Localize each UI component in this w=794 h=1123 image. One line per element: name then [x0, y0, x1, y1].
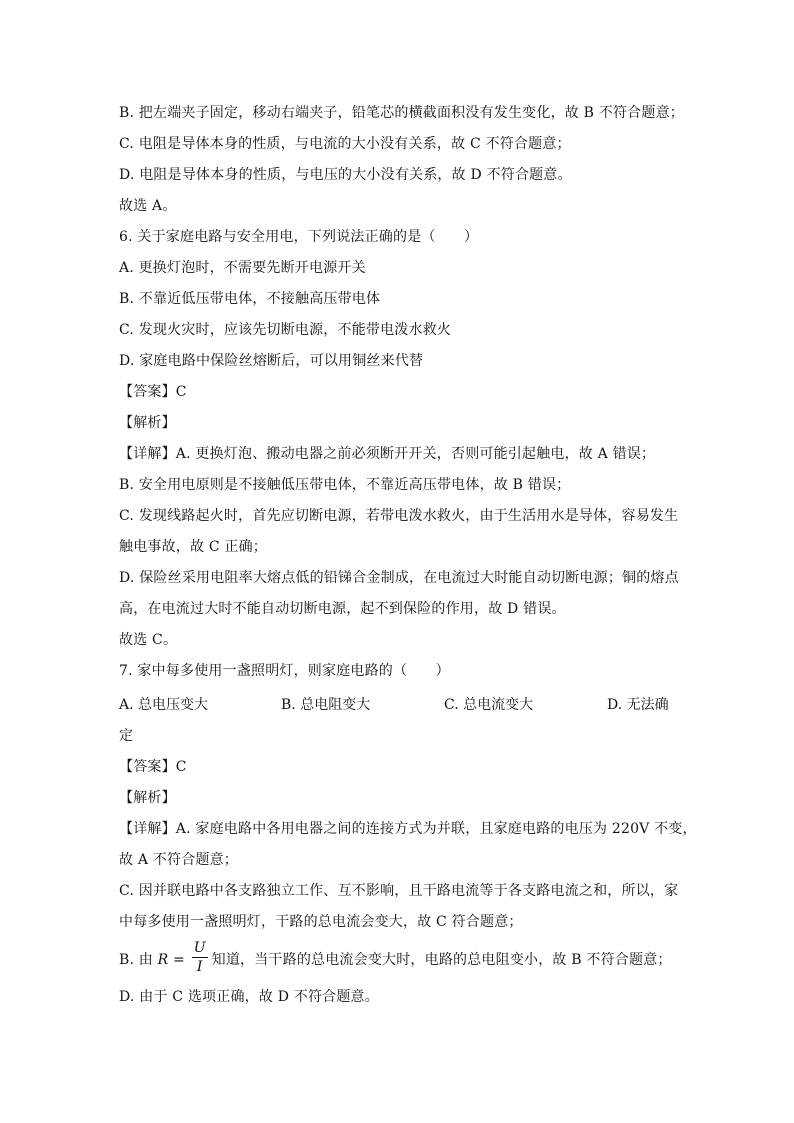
text-line: B. 安全用电原则是不接触低压带电体，不靠近高压带电体，故 B 错误； [119, 477, 571, 493]
text-line: C. 发现线路起火时，首先应切断电源，若带电泼水救火，由于生活用水是导体，容易发生 [119, 508, 679, 524]
answer-label: 【答案】C [119, 759, 187, 775]
question-6-option-c: C. 发现火灾时，应该先切断电源，不能带电泼水救火 [119, 322, 452, 338]
fraction-u-over-i [192, 940, 208, 975]
text-line: 高，在电流过大时不能自动切断电源，起不到保险的作用，故 D 错误。 [119, 601, 566, 617]
answer-label: 【答案】C [119, 384, 187, 400]
question-7-option-b: B. 总电阻变大 [281, 697, 371, 713]
text-line: B. 把左端夹子固定，移动右端夹子，铅笔芯的横截面积没有发生变化，故 B 不符合题意； [119, 105, 684, 121]
analysis-label: 【解析】 [119, 790, 176, 806]
text-line: C. 电阻是导体本身的性质，与电流的大小没有关系，故 C 不符合题意； [119, 136, 571, 152]
question-6-option-b: B. 不靠近低压带电体，不接触高压带电体 [119, 291, 381, 307]
text-line: 中每多使用一盏照明灯，干路的总电流会变大，故 C 符合题意； [119, 914, 523, 930]
text-line: D. 保险丝采用电阻率大熔点低的铅锑合金制成，在电流过大时能自动切断电源；铜的熔点 [119, 570, 679, 586]
question-7-stem: 7. 家中每多使用一盏照明灯，则家庭电路的（ ） [119, 663, 450, 679]
formula-lhs: R = [157, 952, 190, 968]
question-7-option-d: D. 无法确 [607, 697, 669, 713]
text-line: 【详解】A. 更换灯泡、搬动电器之前必须断开开关，否则可能引起触电，故 A 错误； [119, 446, 656, 462]
text-line: D. 由于 C 选项正确，故 D 不符合题意。 [119, 989, 379, 1005]
text-line: C. 因并联电路中各支路独立工作、互不影响，且干路电流等于各支路电流之和，所以，家 [119, 883, 679, 899]
text-line: 定 [119, 728, 134, 744]
text-line: D. 电阻是导体本身的性质，与电压的大小没有关系，故 D 不符合题意。 [119, 167, 572, 183]
formula-suffix: 知道，当干路的总电流会变大时，电路的总电阻变小，故 B 不符合题意； [211, 952, 672, 968]
fraction-bar [192, 957, 208, 958]
question-6-option-d: D. 家庭电路中保险丝熔断后，可以用铜丝来代替 [119, 353, 424, 369]
question-7-option-a: A. 总电压变大 [119, 697, 209, 713]
analysis-label: 【解析】 [119, 415, 176, 431]
text-line: 故选 C。 [119, 632, 178, 648]
question-7-option-c: C. 总电流变大 [444, 697, 534, 713]
fraction-denominator: I [196, 959, 203, 975]
fraction-numerator: U [193, 940, 206, 956]
formula-prefix: B. 由 [119, 952, 158, 968]
text-line: 触电事故，故 C 正确； [119, 539, 268, 555]
text-line: 故选 A。 [119, 198, 177, 214]
text-line: 故 A 不符合题意； [119, 852, 239, 868]
question-6-stem: 6. 关于家庭电路与安全用电，下列说法正确的是（ ） [119, 229, 479, 245]
question-6-option-a: A. 更换灯泡时，不需要先断开电源开关 [119, 260, 366, 276]
text-line: 【详解】A. 家庭电路中各用电器之间的连接方式为并联，且家庭电路的电压为 220V 不变， [119, 821, 697, 837]
